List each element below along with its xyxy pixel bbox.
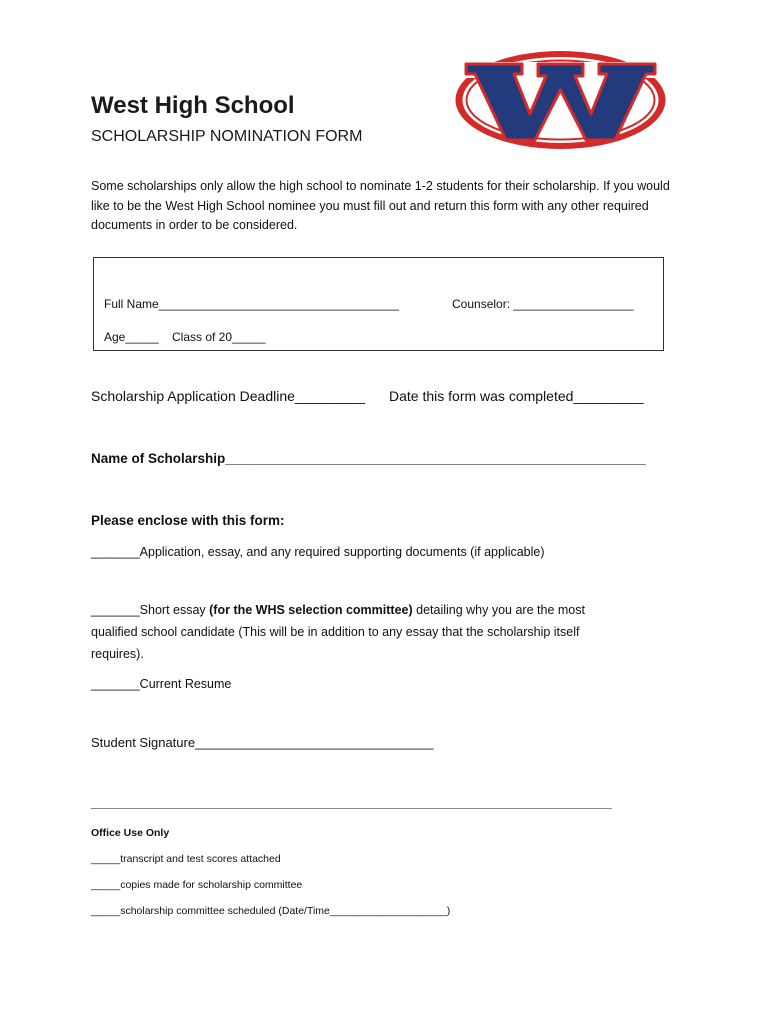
intro-paragraph: Some scholarships only allow the high school to nominate 1-2 students for their scholarship. If you would like to be the West High School nominee you must fill out and return this form with any other required documents in order to be considered. — [91, 179, 670, 232]
office-line-transcript: _____transcript and test scores attached — [91, 853, 281, 865]
counselor-field[interactable]: Counselor: __________________ — [452, 297, 634, 311]
enclose-item-resume[interactable]: _______Current Resume — [91, 677, 232, 691]
class-of-field[interactable]: Class of 20_____ — [172, 330, 266, 344]
deadline-field[interactable]: Scholarship Application Deadline_________ — [91, 388, 365, 404]
office-line-copies: _____copies made for scholarship committee — [91, 879, 303, 891]
age-field[interactable]: Age_____ — [104, 330, 159, 344]
divider-line: ________________________________________________________________________ — [91, 795, 612, 810]
essay-line-2: qualified school candidate (This will be in addition to any essay that the scholarship itself — [91, 625, 580, 639]
student-signature-field[interactable]: Student Signature_________________________________ — [91, 735, 434, 750]
office-line-committee: _____scholarship committee scheduled (Date/Time____________________) — [91, 905, 451, 917]
student-info-box — [93, 257, 664, 351]
enclose-heading: Please enclose with this form: — [91, 513, 285, 528]
date-completed-field[interactable]: Date this form was completed_________ — [389, 388, 644, 404]
school-logo — [452, 48, 669, 152]
full-name-field[interactable]: Full Name____________________________________ — [104, 297, 399, 311]
form-title: SCHOLARSHIP NOMINATION FORM — [91, 128, 363, 145]
essay-rest: detailing why you are the most — [412, 603, 585, 617]
essay-prefix: _______Short essay — [91, 603, 210, 617]
essay-line-3: requires). — [91, 647, 144, 661]
essay-committee-note: (for the WHS selection committee) — [209, 603, 413, 617]
enclose-item-application[interactable]: _______Application, essay, and any required supporting documents (if applicable) — [91, 545, 545, 559]
enclose-item-essay[interactable] — [91, 603, 585, 617]
school-name: West High School — [91, 92, 295, 119]
scholarship-name-field[interactable]: Name of Scholarship________________________________________________________ — [91, 451, 646, 466]
office-use-heading: Office Use Only — [91, 827, 170, 839]
